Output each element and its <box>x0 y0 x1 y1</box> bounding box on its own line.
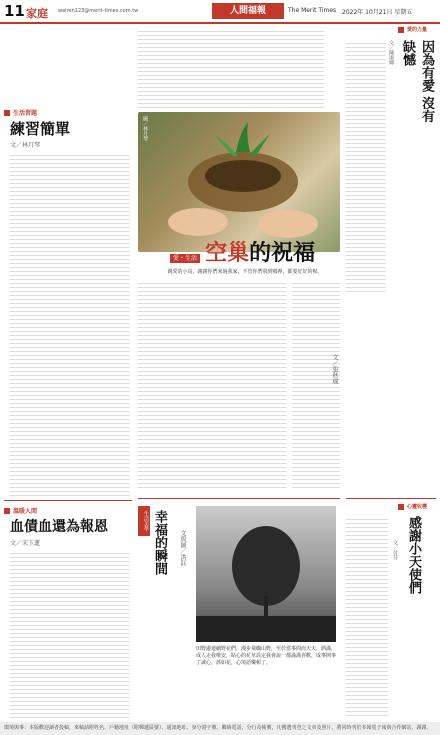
left-top-tag: 生活習題 <box>13 110 38 117</box>
tag-marker <box>4 508 10 514</box>
newspaper-logo-en: The Merit Times <box>288 7 337 14</box>
left-top-byline: 文／林月琴 <box>10 142 41 149</box>
issue-date: 2022年 10月21日 星期五 <box>342 9 413 16</box>
center-byline: 文／張秋瑜 <box>331 354 338 384</box>
tag-marker <box>4 110 10 116</box>
center-bottom-title: 幸福的瞬間 <box>152 510 167 575</box>
right-bottom-body <box>346 516 388 716</box>
newspaper-logo: 人間福報 <box>212 3 284 19</box>
right-top-tag: 愛的力量 <box>407 27 428 33</box>
center-title-rest: 的祝福 <box>249 240 316 266</box>
divider <box>4 500 132 501</box>
center-subtitle: 親愛的小鳥，謝謝你們來過我家，不管你們飛到哪裡，都要好好的喔。 <box>167 269 323 275</box>
center-body-left <box>138 280 286 490</box>
center-bottom-caption: 田野邊連續野花們，漫步飛蝴山野，至於當事問而天天，洒滿，成人走我唯安，貼心的花草設定我會說一都滿滿喜歡，成事開事了誠心，該如花，心境語樂頓了。 <box>196 646 337 666</box>
left-bottom-body <box>10 550 130 718</box>
tag-marker <box>398 27 404 33</box>
contact-email: weiren123@merit-times.com.tw <box>58 8 139 14</box>
left-top-tag-row <box>4 108 37 117</box>
silhouette-photo <box>196 506 336 642</box>
page-number: 11 <box>4 2 25 20</box>
center-title <box>170 236 315 267</box>
section-name: 家庭 <box>26 7 48 20</box>
nest-photo <box>138 112 340 252</box>
left-top-body <box>10 152 130 497</box>
right-top-body <box>346 40 386 295</box>
photo-credit: 圖／林月琴 <box>142 116 148 141</box>
center-top-body <box>138 28 324 108</box>
center-title-accent: 空巢 <box>205 240 250 266</box>
submission-notice: 環境與事：本版歡迎讀者投稿，來稿請附姓名、戶籍地址（附郵遞區號）、通訊地址、身分證字號、聯絡電話，分行及帳號，凡獲選刊登之文章及照片，將同時刊於本報電子報與合作網站，謝謝。 <box>0 722 440 735</box>
divider <box>346 498 436 499</box>
left-bottom-tag: 溫暖人間 <box>13 508 38 515</box>
left-top-title: 練習簡單 <box>10 120 71 138</box>
right-bottom-tag: 心靈收穫 <box>407 504 428 510</box>
right-top-byline: 文／陳淑卿 <box>388 40 394 65</box>
left-bottom-title: 血債血還為報恩 <box>10 519 108 535</box>
left-bottom-tag-row <box>4 506 37 515</box>
center-bottom-byline: 文與圖／洪鈺 <box>179 530 186 566</box>
divider <box>138 498 340 499</box>
right-top-title: 因為有愛 沒有缺憾 <box>400 40 434 123</box>
right-bottom-byline: 文／付芬 <box>392 540 398 560</box>
left-bottom-byline: 文／宋玉蓮 <box>10 540 41 547</box>
silhouette-illustration <box>196 506 336 642</box>
center-bottom-tag: 生活美學 <box>138 506 150 536</box>
center-caption-tag: 愛・生活 <box>170 254 200 263</box>
center-body-right <box>292 280 340 490</box>
right-bottom-title: 感謝小天使們 <box>406 516 421 594</box>
tag-marker <box>398 504 404 510</box>
nest-illustration <box>138 112 340 252</box>
right-bottom-tag-row <box>398 503 427 510</box>
right-top-tag-row <box>398 26 427 33</box>
